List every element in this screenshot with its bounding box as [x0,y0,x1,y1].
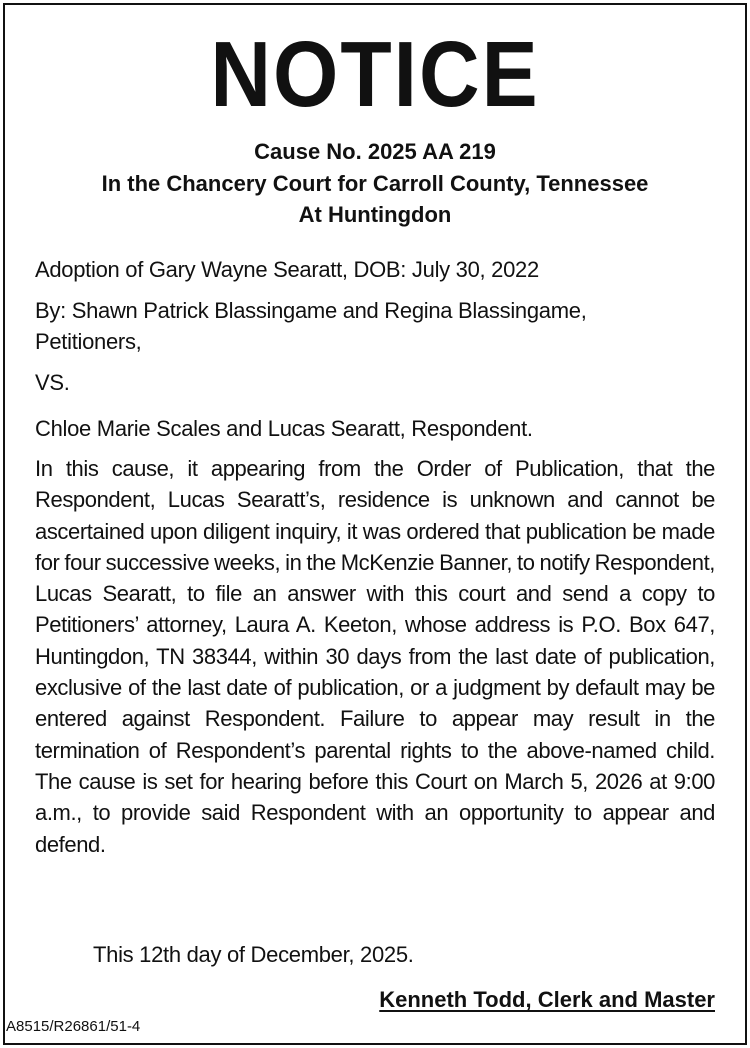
clerk-signature: Kenneth Todd, Clerk and Master [379,987,715,1012]
notice-body: In this cause, it appearing from the Order of Publication, that the Respondent, Lucas Searatt’s, residence is unknown and cannot be ascertained upon diligent inquiry, it was ordered that publication be made for four successive weeks, in the McKenzie Banner, to notify Respondent, Lucas Searatt, to file an answer with this court and send a copy to Petitioners’ attorney, Laura A. Keeton, whose address is P.O. Box 647, Huntingdon, TN 38344, within 30 days from the last date of publication, exclusive of the last date of publication, or a judgment by default may be entered against Respondent. Failure to appear may result in the termination of Respondent’s parental rights to the above-named child. The cause is set for hearing before this Court on March 5, 2026 at 9:00 a.m., to provide said Respondent with an opportunity to appear and defend. [35,456,715,857]
petitioners-line: By: Shawn Patrick Blassingame and Regina Blassingame, [35,298,587,323]
notice-title: NOTICE [210,22,540,126]
dated-line: This 12th day of December, 2025. [93,942,414,967]
reference-code: A8515/R26861/51-4 [6,1018,141,1035]
respondents-line: Chloe Marie Scales and Lucas Searatt, Respondent. [35,416,533,441]
court-location: At Huntingdon [298,202,452,227]
court-name: In the Chancery Court for Carroll County, Tennessee [101,171,649,196]
adoption-line: Adoption of Gary Wayne Searatt, DOB: July 30, 2022 [35,257,539,282]
petitioners-label: Petitioners, [35,329,142,354]
cause-number: Cause No. 2025 AA 219 [254,139,496,164]
versus-label: VS. [35,370,70,395]
